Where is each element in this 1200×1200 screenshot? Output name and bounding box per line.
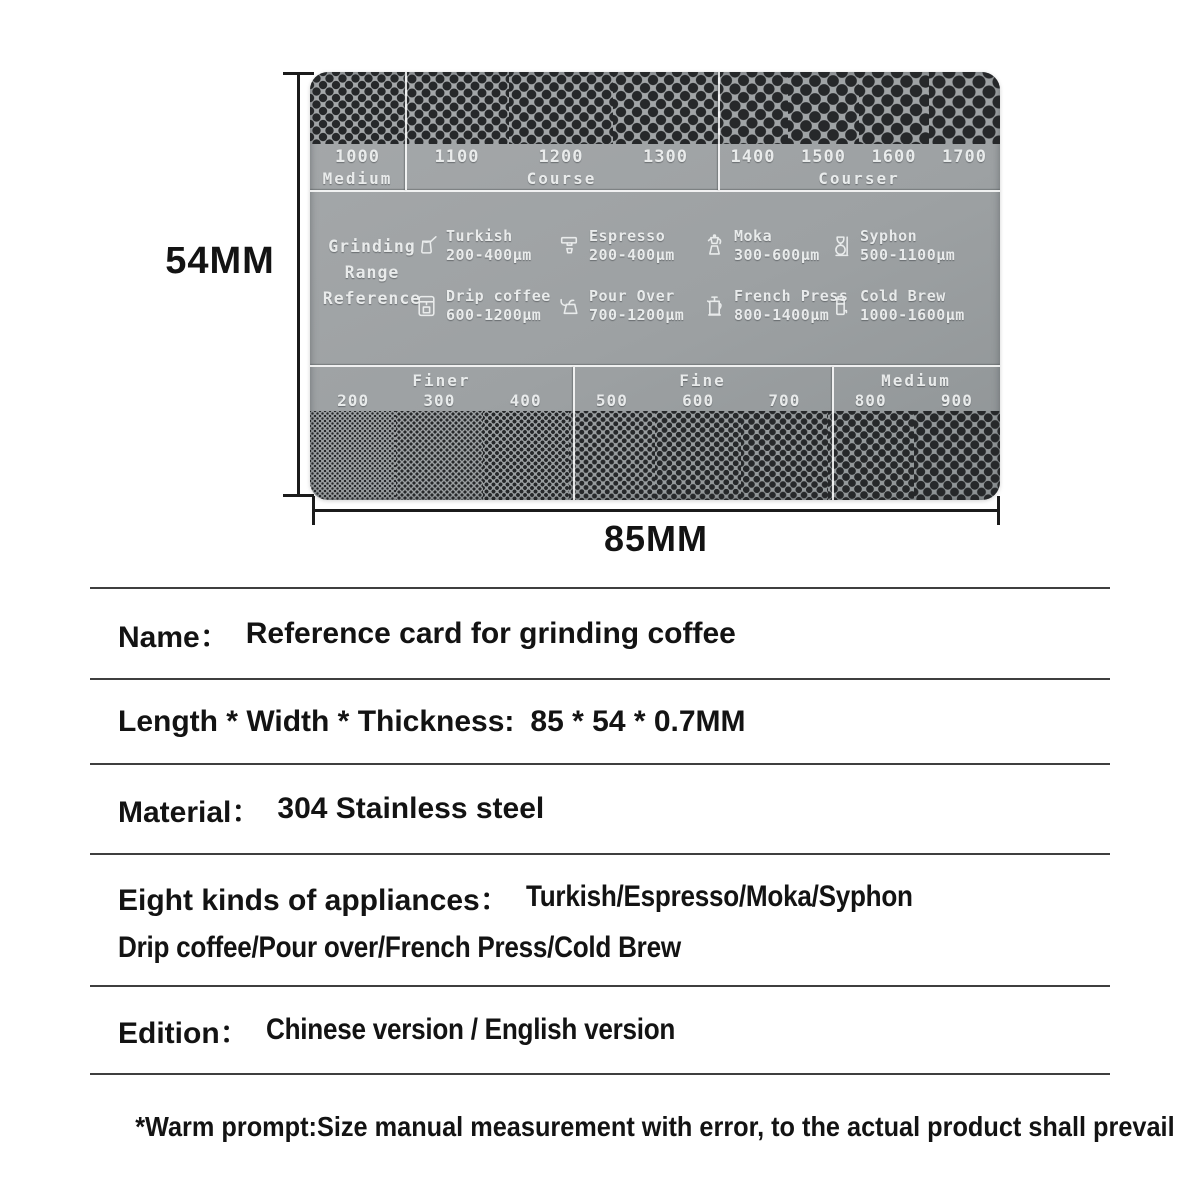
bottom-group-divider	[573, 367, 575, 500]
spec-table	[90, 587, 1175, 1143]
top-group-divider	[718, 72, 720, 190]
grind-reference-card	[310, 72, 1000, 500]
spec-label: Edition：	[118, 1017, 250, 1050]
fine-group-labels	[310, 367, 1000, 390]
group-label-medium: Medium	[322, 169, 393, 188]
appliance-french-press	[702, 280, 849, 332]
grind-size-label: 1200	[538, 146, 584, 167]
spec-value: Reference card for grinding coffee	[245, 616, 736, 650]
turkish-pot-icon	[414, 233, 439, 259]
appliance-name: Turkish	[446, 227, 513, 245]
spec-value: Chinese version / English version	[265, 1013, 675, 1046]
fine-size-values	[310, 390, 1000, 411]
moka-pot-icon	[702, 233, 727, 259]
bottom-group-divider	[832, 367, 834, 500]
width-dimension-line	[312, 509, 1000, 512]
cold-brew-jar-icon	[828, 293, 853, 319]
spec-label: Eight kinds of appliances：	[118, 884, 510, 917]
appliance-name: Cold Brew	[860, 287, 946, 305]
spec-value: 85 * 54 * 0.7MM	[530, 704, 746, 738]
grind-size-label: 1600	[871, 146, 917, 167]
hole-cell-900	[914, 411, 1000, 500]
appliance-range: 800-1400μm	[734, 306, 830, 324]
width-dimension-label: 85MM	[603, 518, 709, 559]
appliance-range: 1000-1600μm	[860, 306, 965, 324]
appliance-grid	[414, 220, 992, 332]
hole-cell-700	[741, 411, 827, 500]
hole-cell-500	[569, 411, 655, 500]
group-label-courser: Courser	[818, 169, 900, 188]
group-label-fine: Fine	[679, 371, 726, 390]
grind-size-label: 400	[509, 391, 542, 410]
grinding-range-reference-title: Grinding Range Reference	[322, 237, 422, 308]
group-label-course: Course	[526, 169, 597, 188]
coarse-group-labels	[310, 169, 1000, 190]
grind-size-label: 800	[854, 391, 887, 410]
height-dimension-label: 54MM	[165, 240, 275, 282]
hole-cell-800	[828, 411, 914, 500]
appliance-moka	[702, 220, 828, 272]
appliance-range: 300-600μm	[734, 246, 820, 264]
hole-cell-1600	[859, 72, 929, 144]
grind-size-label: 500	[595, 391, 628, 410]
hole-cell-1400	[718, 72, 788, 144]
hole-cell-400	[483, 411, 569, 500]
coarse-hole-pattern	[310, 72, 1000, 144]
syphon-brewer-icon	[828, 233, 853, 259]
grind-size-label: 200	[337, 391, 370, 410]
pour-over-kettle-icon	[557, 293, 582, 319]
spec-label: Name：	[118, 620, 230, 654]
appliance-name: French Press	[734, 287, 849, 305]
appliance-range: 200-400μm	[589, 246, 675, 264]
hole-cell-1500	[788, 72, 859, 144]
appliance-syphon	[828, 220, 992, 272]
appliance-name: Pour Over	[589, 287, 675, 305]
appliance-name: Moka	[734, 227, 773, 245]
appliance-drip-coffee	[414, 280, 557, 332]
group-label-medium: Medium	[881, 371, 951, 390]
hole-cell-300	[396, 411, 482, 500]
spec-label: Length * Width * Thickness:	[118, 704, 515, 738]
appliance-range: 700-1200μm	[589, 306, 685, 324]
appliance-range: 200-400μm	[446, 246, 532, 264]
grind-size-label: 1500	[801, 146, 846, 167]
coarse-size-values	[310, 144, 1000, 169]
card-middle-section	[310, 192, 1000, 365]
hole-cell-1700	[929, 72, 1000, 144]
appliance-turkish	[414, 220, 557, 272]
appliance-pour-over	[557, 280, 702, 332]
appliance-espresso	[557, 220, 702, 272]
spec-row-dimensions	[90, 678, 1110, 763]
grind-size-label: 900	[940, 391, 973, 410]
appliance-name: Drip coffee	[446, 287, 551, 305]
appliance-range: 600-1200μm	[446, 306, 542, 324]
height-dimension-line	[297, 72, 300, 497]
appliance-name: Syphon	[860, 227, 918, 245]
spec-row-edition	[90, 985, 1110, 1075]
card-top-section	[310, 72, 1000, 190]
spec-row-material	[90, 763, 1110, 853]
drip-coffee-machine-icon	[414, 293, 439, 319]
grind-size-label: 700	[768, 391, 801, 410]
hole-cell-200	[310, 411, 396, 500]
spec-row-name	[90, 587, 1110, 678]
spec-value-line2: Drip coffee/Pour over/French Press/Cold Brew	[118, 931, 681, 964]
grind-size-label: 1000	[335, 146, 380, 167]
hole-cell-600	[655, 411, 741, 500]
grind-size-label: 1300	[643, 146, 688, 167]
grind-size-label: 600	[682, 391, 715, 410]
hole-cell-1300	[613, 72, 718, 144]
grind-size-label: 1400	[730, 146, 776, 167]
fine-hole-pattern	[310, 411, 1000, 500]
appliance-name: Espresso	[589, 227, 666, 245]
french-press-icon	[702, 293, 727, 319]
appliance-cold-brew	[828, 280, 992, 332]
grind-size-label: 1100	[434, 146, 480, 167]
spec-label: Material：	[118, 796, 262, 829]
espresso-machine-icon	[557, 233, 582, 259]
spec-value: Turkish/Espresso/Moka/Syphon	[525, 880, 913, 913]
hole-cell-1100	[405, 72, 509, 144]
hole-cell-1200	[509, 72, 613, 144]
grind-size-label: 300	[423, 391, 456, 410]
hole-cell-1000	[310, 72, 405, 144]
warm-prompt-note: *Warm prompt:Size manual measurement with error, to the actual product shall prevail	[135, 1111, 1175, 1142]
group-label-finer: Finer	[412, 371, 471, 390]
top-group-divider	[405, 72, 407, 190]
grind-size-label: 1700	[942, 146, 987, 167]
appliance-range: 500-1100μm	[860, 246, 956, 264]
spec-value: 304 Stainless steel	[277, 792, 545, 825]
spec-row-appliances	[90, 853, 1110, 985]
card-bottom-section	[310, 367, 1000, 500]
